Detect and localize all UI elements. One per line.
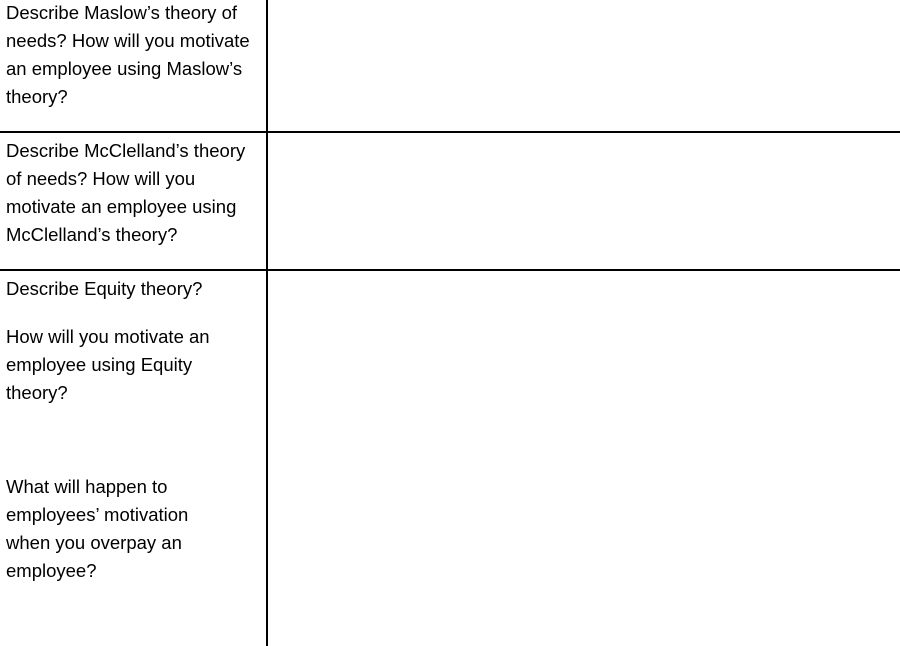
question-cell [0, 0, 268, 131]
answer-cell[interactable] [268, 0, 900, 131]
table-row-equity [0, 271, 900, 646]
question-cell [0, 133, 268, 269]
question-text: What will happen to employees’ motivation when you overpay an employee? [6, 476, 189, 581]
question-text: Describe Equity theory? [6, 278, 203, 299]
question-text: Describe Maslow’s theory of needs? How will you motivate an employee using Maslow’s theory? [6, 2, 250, 107]
table-row-mcclelland [0, 133, 900, 271]
question-cell [0, 271, 268, 646]
question-text: Describe McClelland’s theory of needs? How will you motivate an employee using McClelland’s theory? [6, 140, 246, 245]
answer-cell[interactable] [268, 133, 900, 269]
answer-cell[interactable] [268, 271, 900, 646]
table-row-maslow [0, 0, 900, 133]
question-text: How will you motivate an employee using Equity theory? [6, 326, 210, 403]
